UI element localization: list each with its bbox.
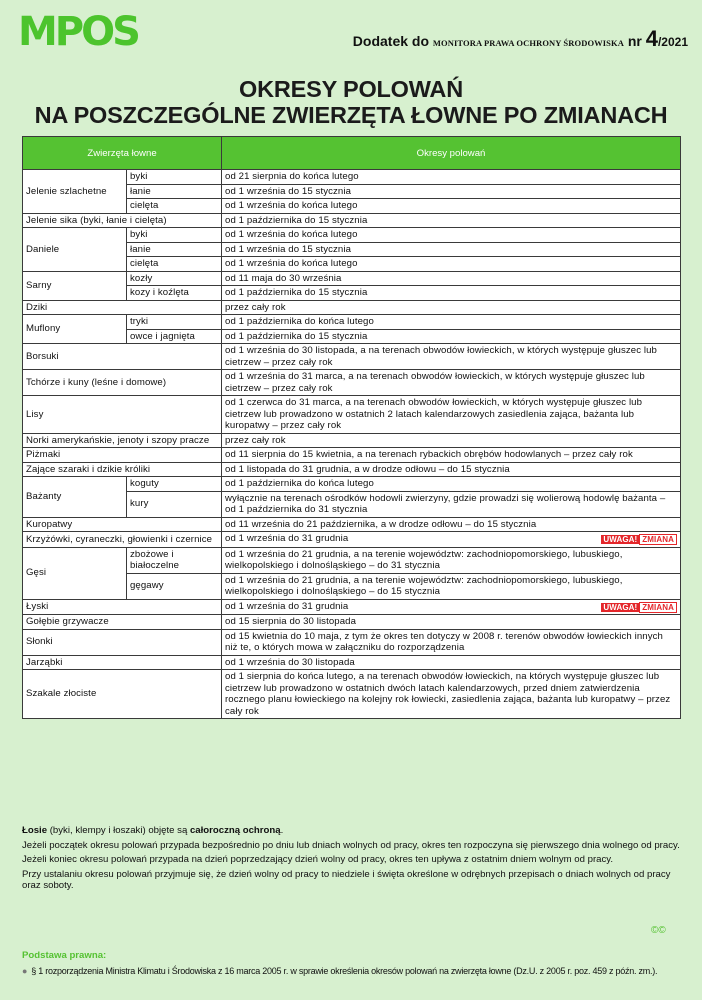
animal-name: Jelenie szlachetne xyxy=(23,170,127,214)
animal-sub: cielęta xyxy=(127,199,222,214)
bullet-icon: ● xyxy=(22,966,28,976)
masthead xyxy=(353,26,688,52)
period: od 1 września do końca lutego xyxy=(222,228,681,243)
table-row xyxy=(23,532,681,548)
animal-sub: tryki xyxy=(127,315,222,330)
animal-sub: owce i jagnięta xyxy=(127,329,222,344)
period: od 1 września do końca lutego xyxy=(222,257,681,272)
change-badge xyxy=(601,602,677,614)
animal-name: Dziki xyxy=(23,300,222,315)
table-row xyxy=(23,300,681,315)
period: od 21 sierpnia do końca lutego xyxy=(222,170,681,185)
animal-name: Lisy xyxy=(23,396,222,434)
animal-sub: zbożowe i białoczelne xyxy=(127,547,222,573)
period-cell xyxy=(222,532,681,548)
animal-sub: koguty xyxy=(127,477,222,492)
animal-name: Gęsi xyxy=(23,547,127,599)
period: od 1 sierpnia do końca lutego, a na terenach obwodów łowieckich, na których występuje głuszec lub cietrzew lub prowadzono w ostatnich dwóch latach kalendarzowych, przed dniem zatwierdzenia rocznego planu łowieckiego na kolejny rok łowiecki, zasiedlenia zająca, bażanta lub kuropatwy – przez cały rok xyxy=(222,670,681,719)
period: od 1 października do 15 stycznia xyxy=(222,286,681,301)
masthead-nr-label: nr xyxy=(627,33,642,49)
notes xyxy=(22,825,682,895)
period: od 1 września do 31 marca, a na terenach obwodów łowieckich, w których występuje głuszec lub cietrzew – przez cały rok xyxy=(222,370,681,396)
period-cell xyxy=(222,599,681,615)
table-row xyxy=(23,448,681,463)
table-row xyxy=(23,344,681,370)
animal-name: Borsuki xyxy=(23,344,222,370)
masthead-nr: 4 xyxy=(645,26,658,51)
table-row xyxy=(23,370,681,396)
table-row xyxy=(23,396,681,434)
col-header-animals: Zwierzęta łowne xyxy=(23,137,222,170)
animal-name: Kuropatwy xyxy=(23,517,222,532)
badge-zmiana: ZMIANA xyxy=(639,602,677,613)
table-row xyxy=(23,433,681,448)
table-row xyxy=(23,599,681,615)
animal-name: Piżmaki xyxy=(23,448,222,463)
period: od 1 września do 21 grudnia, a na terenie województw: zachodniopomorskiego, lubuskiego, wielkopolskiego i dolnośląskiego – do 15 stycznia xyxy=(222,573,681,599)
note-moose-bold: Łosie xyxy=(22,825,48,836)
period: od 1 września do końca lutego xyxy=(222,199,681,214)
period: przez cały rok xyxy=(222,300,681,315)
animal-name: Daniele xyxy=(23,228,127,272)
period: od 1 września do 30 listopada xyxy=(222,655,681,670)
animal-name: Zające szaraki i dzikie króliki xyxy=(23,462,222,477)
table-row xyxy=(23,213,681,228)
period: od 1 października do końca lutego xyxy=(222,315,681,330)
period: od 1 października do 15 stycznia xyxy=(222,329,681,344)
period: od 1 września do 31 grudnia xyxy=(225,533,349,544)
animal-name: Jelenie sika (byki, łanie i cielęta) xyxy=(23,213,222,228)
table-row xyxy=(23,670,681,719)
note-moose-end: . xyxy=(280,825,284,836)
animal-name: Jarząbki xyxy=(23,655,222,670)
period: od 11 września do 21 października, a w drodze odłowu – do 15 stycznia xyxy=(222,517,681,532)
masthead-source: MONITORA PRAWA OCHRONY ŚRODOWISKA xyxy=(432,38,624,48)
animal-sub: łanie xyxy=(127,184,222,199)
period: od 1 listopada do 31 grudnia, a w drodze odłowu – do 15 stycznia xyxy=(222,462,681,477)
period: od 1 października do końca lutego xyxy=(222,477,681,492)
mpos-logo: MPOS xyxy=(18,9,138,55)
animal-name: Słonki xyxy=(23,629,222,655)
period: od 1 września do 15 stycznia xyxy=(222,184,681,199)
hunting-periods-table xyxy=(22,136,681,719)
badge-uwaga: UWAGA! xyxy=(603,602,638,612)
col-header-periods: Okresy polowań xyxy=(222,137,681,170)
table-row xyxy=(23,629,681,655)
animal-name: Krzyżówki, cyraneczki, głowienki i czernice xyxy=(23,532,222,548)
period: od 1 września do 30 listopada, a na terenach obwodów łowieckich, w których występuje głuszec lub cietrzew – przez cały rok xyxy=(222,344,681,370)
legal-basis-text: § 1 rozporządzenia Ministra Klimatu i Środowiska z 16 marca 2005 r. w sprawie określenia okresów polowań na zwierzęta łowne (Dz.U. z 2005 r. poz. 459 z późn. zm.). xyxy=(31,966,658,976)
legal-basis xyxy=(22,966,692,976)
animal-sub: kury xyxy=(127,491,222,517)
period: od 1 września do 21 grudnia, a na terenie województw: zachodniopomorskiego, lubuskiego, wielkopolskiego i dolnośląskiego – do 31 stycznia xyxy=(222,547,681,573)
legal-basis-label: Podstawa prawna: xyxy=(22,950,107,961)
table-row xyxy=(23,315,681,330)
table-row xyxy=(23,170,681,185)
note-moose-text: (byki, klempy i łoszaki) objęte są xyxy=(47,825,190,836)
table-row xyxy=(23,615,681,630)
note-end: Jeżeli koniec okresu polowań przypada na dzień poprzedzający dzień wolny od pracy, okres ten upływa z ostatnim dniem wolnym od pracy. xyxy=(22,854,614,866)
table-row xyxy=(23,477,681,492)
animal-name: Muflony xyxy=(23,315,127,344)
title-line-2: NA POSZCZEGÓLNE ZWIERZĘTA ŁOWNE PO ZMIANACH xyxy=(34,102,668,128)
change-badge xyxy=(601,534,677,546)
note-moose xyxy=(22,825,682,837)
period: od 1 października do 15 stycznia xyxy=(222,213,681,228)
period: od 1 września do 15 stycznia xyxy=(222,242,681,257)
table-header-row xyxy=(23,137,681,170)
badge-zmiana: ZMIANA xyxy=(639,534,677,545)
period: od 1 września do 31 grudnia xyxy=(225,600,349,612)
period: przez cały rok xyxy=(222,433,681,448)
animal-name: Łyski xyxy=(23,599,222,615)
animal-name: Sarny xyxy=(23,271,127,300)
period: wyłącznie na terenach ośrodków hodowli zwierzyny, gdzie prowadzi się wolierową hodowlę bażanta – od 1 października do 31 stycznia xyxy=(222,491,681,517)
period: od 11 sierpnia do 15 kwietnia, a na terenach rybackich obrębów hodowlanych – przez cały rok xyxy=(222,448,681,463)
note-days-off: Przy ustalaniu okresu polowań przyjmuje się, że dzień wolny od pracy to niedziele i święta określone w odrębnych przepisach o dniach wolnych od pracy oraz soboty. xyxy=(22,868,671,892)
masthead-prefix: Dodatek do xyxy=(352,33,430,49)
animal-sub: byki xyxy=(127,170,222,185)
page-title xyxy=(0,76,702,128)
cc-license-icon: ©© xyxy=(651,925,666,936)
table-row xyxy=(23,547,681,573)
table-row xyxy=(23,271,681,286)
table-row xyxy=(23,462,681,477)
animal-name: Bażanty xyxy=(23,477,127,518)
animal-name: Tchórze i kuny (leśne i domowe) xyxy=(23,370,222,396)
note-start: Jeżeli początek okresu polowań przypada bezpośrednio po dniu lub dniach wolnych od pracy, okres ten rozpoczyna się pierwszego dnia wolnego od pracy. xyxy=(22,839,680,851)
animal-name: Norki amerykańskie, jenoty i szopy pracze xyxy=(23,433,222,448)
animal-name: Gołębie grzywacze xyxy=(23,615,222,630)
table-row xyxy=(23,517,681,532)
period: od 11 maja do 30 września xyxy=(222,271,681,286)
note-moose-bold2: całoroczną ochroną xyxy=(189,825,281,836)
animal-sub: gęgawy xyxy=(127,573,222,599)
animal-sub: kozły xyxy=(127,271,222,286)
animal-sub: byki xyxy=(127,228,222,243)
animal-sub: kozy i koźlęta xyxy=(127,286,222,301)
badge-uwaga: UWAGA! xyxy=(603,535,638,544)
period: od 15 sierpnia do 30 listopada xyxy=(222,615,681,630)
period: od 1 czerwca do 31 marca, a na terenach obwodów łowieckich, w których występuje głuszec lub cietrzew lub prowadzono w ostatnich 2 latach kalendarzowych zasiedlenia zająca, bażanta lub kuropatwy – przez cały rok xyxy=(222,396,681,434)
table-row xyxy=(23,228,681,243)
table-row xyxy=(23,655,681,670)
masthead-year: /2021 xyxy=(657,35,688,49)
animal-sub: łanie xyxy=(127,242,222,257)
hunting-periods-table-wrap xyxy=(22,136,680,719)
animal-sub: cielęta xyxy=(127,257,222,272)
title-line-1: OKRESY POLOWAŃ xyxy=(239,76,463,102)
animal-name: Szakale złociste xyxy=(23,670,222,719)
period: od 15 kwietnia do 10 maja, z tym że okres ten dotyczy w 2008 r. terenów obwodów łowieckich innych niż te, o których mowa w załączniku do rozporządzenia xyxy=(222,629,681,655)
